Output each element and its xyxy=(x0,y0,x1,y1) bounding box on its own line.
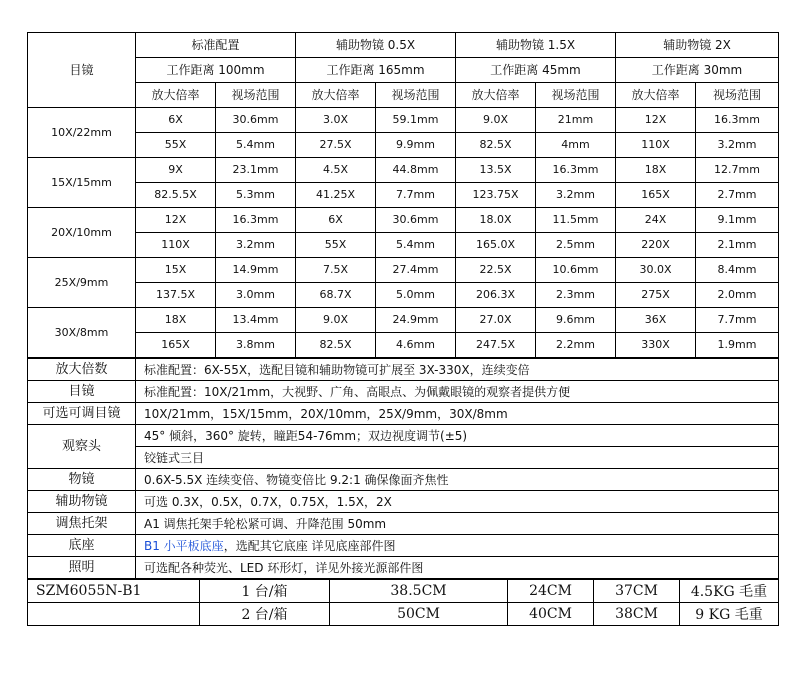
shipping-table xyxy=(27,579,779,626)
row-head xyxy=(28,425,779,447)
magnification-cell: 110X xyxy=(136,233,216,258)
value-base xyxy=(136,535,779,557)
field-of-view-cell: 12.7mm xyxy=(696,158,779,183)
label-aux-objective: 辅助物镜 xyxy=(28,491,136,513)
label-eyepiece: 目镜 xyxy=(28,381,136,403)
field-of-view-cell: 7.7mm xyxy=(376,183,456,208)
magnification-cell: 165.0X xyxy=(456,233,536,258)
row-objective xyxy=(28,469,779,491)
field-of-view-cell: 9.1mm xyxy=(696,208,779,233)
magnification-cell: 6X xyxy=(136,108,216,133)
magnification-cell: 4.5X xyxy=(296,158,376,183)
field-of-view-cell: 5.4mm xyxy=(376,233,456,258)
magnification-cell: 165X xyxy=(136,333,216,358)
eyepiece-label: 25X/9mm xyxy=(28,258,136,308)
col-header-fov: 视场范围 xyxy=(536,83,616,108)
field-of-view-cell: 10.6mm xyxy=(536,258,616,283)
col-header-mag: 放大倍率 xyxy=(136,83,216,108)
group-title: 辅助物镜 0.5X xyxy=(296,33,456,58)
eyepiece-label: 10X/22mm xyxy=(28,108,136,158)
magnification-cell: 12X xyxy=(616,108,696,133)
table-row xyxy=(28,108,779,133)
magnification-cell: 24X xyxy=(616,208,696,233)
magnification-cell: 330X xyxy=(616,333,696,358)
table-row xyxy=(28,233,779,258)
magnification-cell: 110X xyxy=(616,133,696,158)
box-length: 38.5CM xyxy=(330,580,508,603)
field-of-view-cell: 4mm xyxy=(536,133,616,158)
label-focus-arm: 调焦托架 xyxy=(28,513,136,535)
col-header-fov: 视场范围 xyxy=(376,83,456,108)
table-row xyxy=(28,283,779,308)
working-distance: 工作距离 30mm xyxy=(616,58,779,83)
field-of-view-cell: 11.5mm xyxy=(536,208,616,233)
magnification-cell: 22.5X xyxy=(456,258,536,283)
magnification-cell: 206.3X xyxy=(456,283,536,308)
field-of-view-cell: 1.9mm xyxy=(696,333,779,358)
value-eyepiece: 标准配置：10X/21mm，大视野、广角、高眼点、为佩戴眼镜的观察者提供方便 xyxy=(136,381,779,403)
row-head-2 xyxy=(28,447,779,469)
field-of-view-cell: 3.8mm xyxy=(216,333,296,358)
value-focus-arm: A1 调焦托架手轮松紧可调、升降范围 50mm xyxy=(136,513,779,535)
gross-weight: 4.5KG 毛重 xyxy=(680,580,779,603)
label-magnification: 放大倍数 xyxy=(28,359,136,381)
field-of-view-cell: 44.8mm xyxy=(376,158,456,183)
label-head: 观察头 xyxy=(28,425,136,469)
magnification-cell: 82.5.5X xyxy=(136,183,216,208)
value-magnification: 标准配置：6X-55X，选配目镜和辅助物镜可扩展至 3X-330X，连续变倍 xyxy=(136,359,779,381)
label-base: 底座 xyxy=(28,535,136,557)
pack-qty: 2 台/箱 xyxy=(200,603,330,626)
field-of-view-cell: 5.4mm xyxy=(216,133,296,158)
field-of-view-cell: 2.5mm xyxy=(536,233,616,258)
field-of-view-cell: 2.0mm xyxy=(696,283,779,308)
shipping-row xyxy=(28,580,779,603)
magnification-cell: 6X xyxy=(296,208,376,233)
magnification-cell: 41.25X xyxy=(296,183,376,208)
table-row xyxy=(28,208,779,233)
table-row xyxy=(28,333,779,358)
magnification-cell: 165X xyxy=(616,183,696,208)
magnification-cell: 27.0X xyxy=(456,308,536,333)
magnification-cell: 18.0X xyxy=(456,208,536,233)
field-of-view-cell: 5.3mm xyxy=(216,183,296,208)
magnification-cell: 137.5X xyxy=(136,283,216,308)
field-of-view-cell: 21mm xyxy=(536,108,616,133)
field-of-view-cell: 2.2mm xyxy=(536,333,616,358)
field-of-view-cell: 27.4mm xyxy=(376,258,456,283)
row-aux-objective xyxy=(28,491,779,513)
working-distance: 工作距离 100mm xyxy=(136,58,296,83)
magnification-cell: 55X xyxy=(296,233,376,258)
magnification-cell: 36X xyxy=(616,308,696,333)
value-head-2: 铰链式三目 xyxy=(136,447,779,469)
magnification-cell: 13.5X xyxy=(456,158,536,183)
row-eyepiece xyxy=(28,381,779,403)
table-row xyxy=(28,133,779,158)
gross-weight: 9 KG 毛重 xyxy=(680,603,779,626)
magnification-table xyxy=(27,32,779,358)
col-header-mag: 放大倍率 xyxy=(616,83,696,108)
eyepiece-label: 30X/8mm xyxy=(28,308,136,358)
working-distance: 工作距离 165mm xyxy=(296,58,456,83)
magnification-cell: 220X xyxy=(616,233,696,258)
magnification-cell: 9.0X xyxy=(296,308,376,333)
shipping-row xyxy=(28,603,779,626)
field-of-view-cell: 24.9mm xyxy=(376,308,456,333)
row-optional-eyepiece xyxy=(28,403,779,425)
group-title: 辅助物镜 2X xyxy=(616,33,779,58)
row-magnification xyxy=(28,359,779,381)
table-row xyxy=(28,158,779,183)
field-of-view-cell: 4.6mm xyxy=(376,333,456,358)
field-of-view-cell: 9.9mm xyxy=(376,133,456,158)
base-model-highlight: B1 小平板底座 xyxy=(144,538,224,553)
field-of-view-cell: 23.1mm xyxy=(216,158,296,183)
working-distance: 工作距离 45mm xyxy=(456,58,616,83)
field-of-view-cell: 13.4mm xyxy=(216,308,296,333)
col-header-fov: 视场范围 xyxy=(696,83,779,108)
value-optional-eyepiece: 10X/21mm，15X/15mm，20X/10mm，25X/9mm，30X/8mm xyxy=(136,403,779,425)
field-of-view-cell: 14.9mm xyxy=(216,258,296,283)
row-light xyxy=(28,557,779,579)
value-objective: 0.6X-5.5X 连续变倍、物镜变倍比 9.2:1 确保像面齐焦性 xyxy=(136,469,779,491)
box-width: 24CM xyxy=(508,580,594,603)
field-of-view-cell: 59.1mm xyxy=(376,108,456,133)
magnification-cell: 82.5X xyxy=(456,133,536,158)
field-of-view-cell: 3.2mm xyxy=(536,183,616,208)
magnification-cell: 68.7X xyxy=(296,283,376,308)
label-light: 照明 xyxy=(28,557,136,579)
field-of-view-cell: 2.3mm xyxy=(536,283,616,308)
magnification-cell: 18X xyxy=(136,308,216,333)
group-title: 标准配置 xyxy=(136,33,296,58)
col-header-mag: 放大倍率 xyxy=(296,83,376,108)
field-of-view-cell: 5.0mm xyxy=(376,283,456,308)
table-row xyxy=(28,258,779,283)
model-number: SZM6055N-B1 xyxy=(28,580,200,603)
col-header-fov: 视场范围 xyxy=(216,83,296,108)
spec-details-table xyxy=(27,358,779,579)
box-height: 37CM xyxy=(594,580,680,603)
row-focus-arm xyxy=(28,513,779,535)
field-of-view-cell: 30.6mm xyxy=(216,108,296,133)
field-of-view-cell: 2.7mm xyxy=(696,183,779,208)
magnification-cell: 82.5X xyxy=(296,333,376,358)
spec-sheet xyxy=(27,32,778,626)
field-of-view-cell: 7.7mm xyxy=(696,308,779,333)
field-of-view-cell: 3.0mm xyxy=(216,283,296,308)
field-of-view-cell: 2.1mm xyxy=(696,233,779,258)
box-height: 38CM xyxy=(594,603,680,626)
field-of-view-cell: 16.3mm xyxy=(216,208,296,233)
magnification-cell: 18X xyxy=(616,158,696,183)
field-of-view-cell: 30.6mm xyxy=(376,208,456,233)
magnification-cell: 3.0X xyxy=(296,108,376,133)
magnification-cell: 30.0X xyxy=(616,258,696,283)
field-of-view-cell: 9.6mm xyxy=(536,308,616,333)
magnification-cell: 55X xyxy=(136,133,216,158)
field-of-view-cell: 3.2mm xyxy=(216,233,296,258)
base-description: ，选配其它底座 详见底座部件图 xyxy=(223,538,396,553)
value-light: 可选配各种荧光、LED 环形灯，详见外接光源部件图 xyxy=(136,557,779,579)
field-of-view-cell: 8.4mm xyxy=(696,258,779,283)
magnification-cell: 247.5X xyxy=(456,333,536,358)
magnification-cell: 27.5X xyxy=(296,133,376,158)
value-aux-objective: 可选 0.3X，0.5X，0.7X，0.75X，1.5X，2X xyxy=(136,491,779,513)
label-optional-eyepiece: 可选可调目镜 xyxy=(28,403,136,425)
table-row xyxy=(28,308,779,333)
magnification-cell: 15X xyxy=(136,258,216,283)
label-objective: 物镜 xyxy=(28,469,136,491)
row-base xyxy=(28,535,779,557)
model-number-empty xyxy=(28,603,200,626)
field-of-view-cell: 16.3mm xyxy=(696,108,779,133)
table-row xyxy=(28,183,779,208)
magnification-cell: 123.75X xyxy=(456,183,536,208)
field-of-view-cell: 16.3mm xyxy=(536,158,616,183)
box-width: 40CM xyxy=(508,603,594,626)
col-header-mag: 放大倍率 xyxy=(456,83,536,108)
magnification-cell: 9.0X xyxy=(456,108,536,133)
eyepiece-header: 目镜 xyxy=(28,33,136,108)
eyepiece-label: 15X/15mm xyxy=(28,158,136,208)
magnification-cell: 275X xyxy=(616,283,696,308)
magnification-cell: 12X xyxy=(136,208,216,233)
value-head-1: 45° 倾斜，360° 旋转，瞳距54-76mm；双边视度调节(±5) xyxy=(136,425,779,447)
magnification-cell: 7.5X xyxy=(296,258,376,283)
field-of-view-cell: 3.2mm xyxy=(696,133,779,158)
pack-qty: 1 台/箱 xyxy=(200,580,330,603)
box-length: 50CM xyxy=(330,603,508,626)
magnification-cell: 9X xyxy=(136,158,216,183)
eyepiece-label: 20X/10mm xyxy=(28,208,136,258)
group-title: 辅助物镜 1.5X xyxy=(456,33,616,58)
